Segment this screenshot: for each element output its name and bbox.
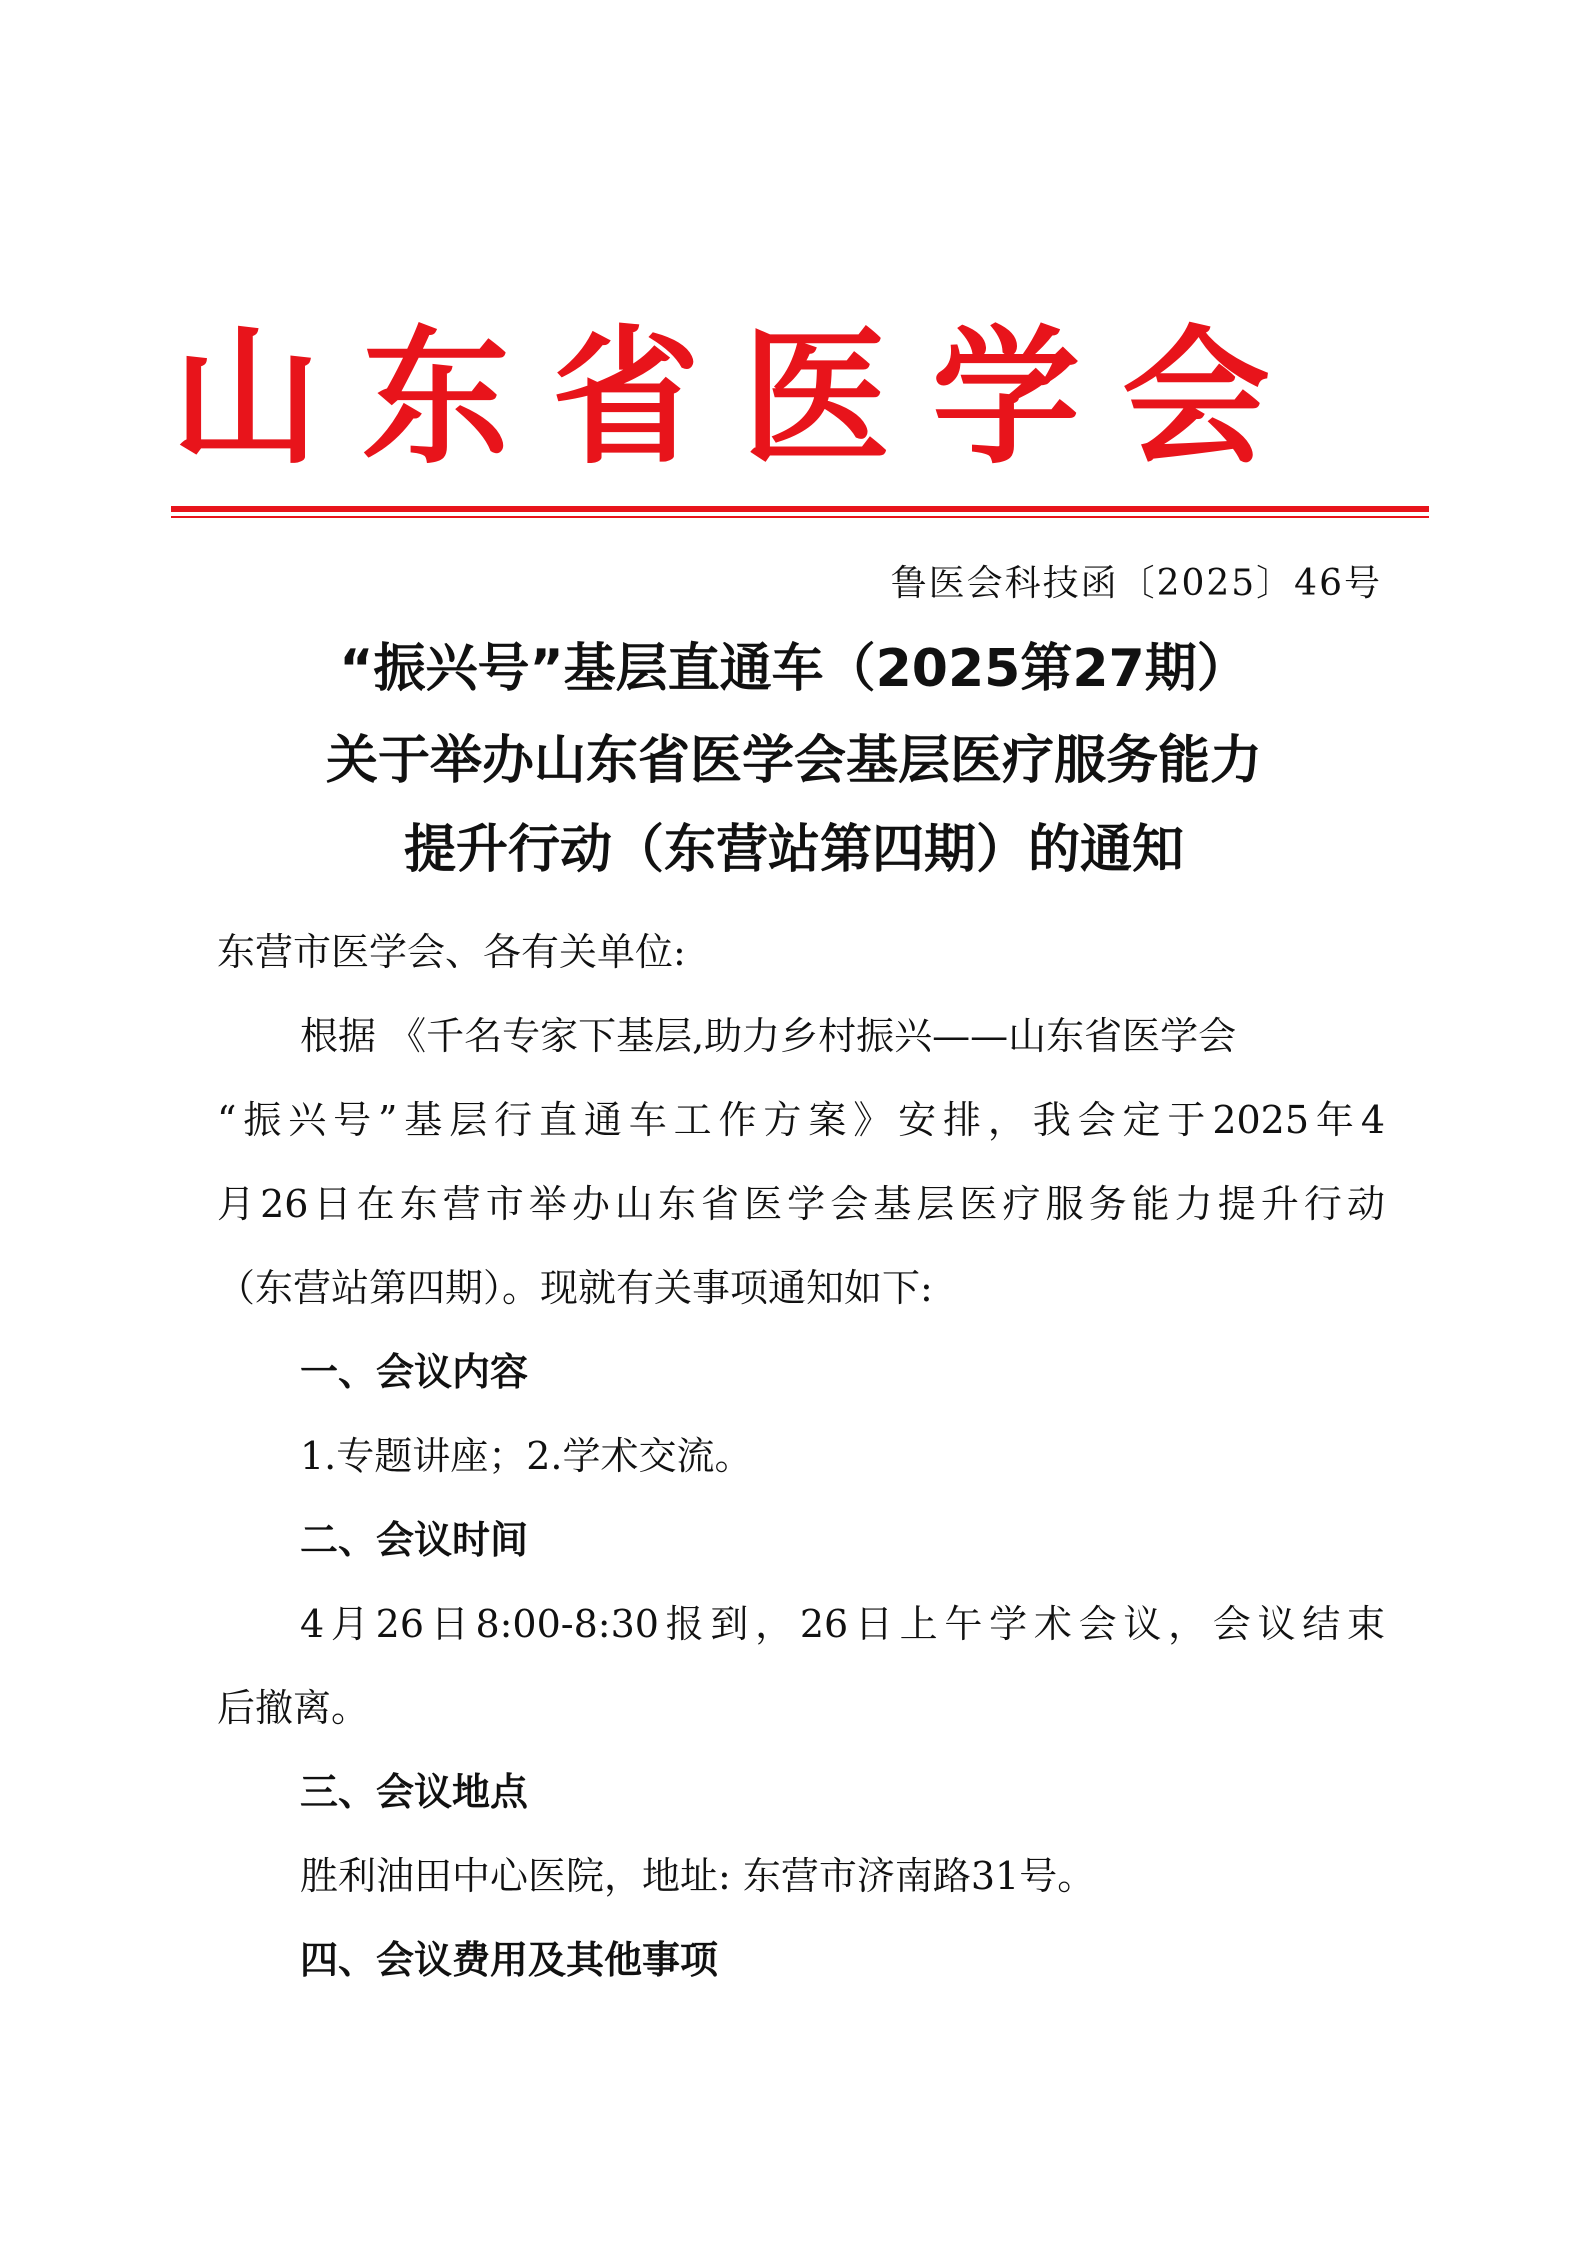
document-number: 鲁医会科技函〔2025〕46号 xyxy=(890,563,1382,604)
masthead-rule-thin xyxy=(171,516,1429,518)
masthead-rule-thick xyxy=(171,506,1429,512)
section-venue-line: 胜利油田中心医院，地址: 东营市济南路31号。 xyxy=(300,1854,1096,1898)
salutation: 东营市医学会、各有关单位: xyxy=(217,930,686,974)
intro-line-2: “振兴号”基层行直通车工作方案》安排，我会定于2025年4 xyxy=(217,1098,1385,1142)
section-time-line-2: 后撤离。 xyxy=(217,1686,370,1730)
section-time-line-1: 4月26日8:00-8:30报到，26日上午学术会议，会议结束 xyxy=(300,1602,1385,1646)
title-line-3: 提升行动（东营站第四期）的通知 xyxy=(403,820,1184,880)
intro-line-4: （东营站第四期）。现就有关事项通知如下: xyxy=(217,1266,933,1310)
section-heading-time: 二、会议时间 xyxy=(300,1518,529,1562)
section-heading-content: 一、会议内容 xyxy=(300,1350,529,1394)
section-content-line: 1.专题讲座；2.学术交流。 xyxy=(300,1434,753,1478)
section-heading-fees: 四、会议费用及其他事项 xyxy=(300,1938,719,1982)
intro-line-1: 根据 《千名专家下基层,助力乡村振兴——山东省医学会 xyxy=(300,1014,1237,1058)
title-line-1: “振兴号”基层直通车（2025第27期） xyxy=(339,639,1249,699)
intro-line-3: 月26日在东营市举办山东省医学会基层医疗服务能力提升行动 xyxy=(217,1182,1385,1226)
section-heading-venue: 三、会议地点 xyxy=(300,1770,529,1814)
masthead: 山东省医学会 xyxy=(172,312,1312,484)
title-line-2: 关于举办山东省医学会基层医疗服务能力 xyxy=(325,731,1262,791)
